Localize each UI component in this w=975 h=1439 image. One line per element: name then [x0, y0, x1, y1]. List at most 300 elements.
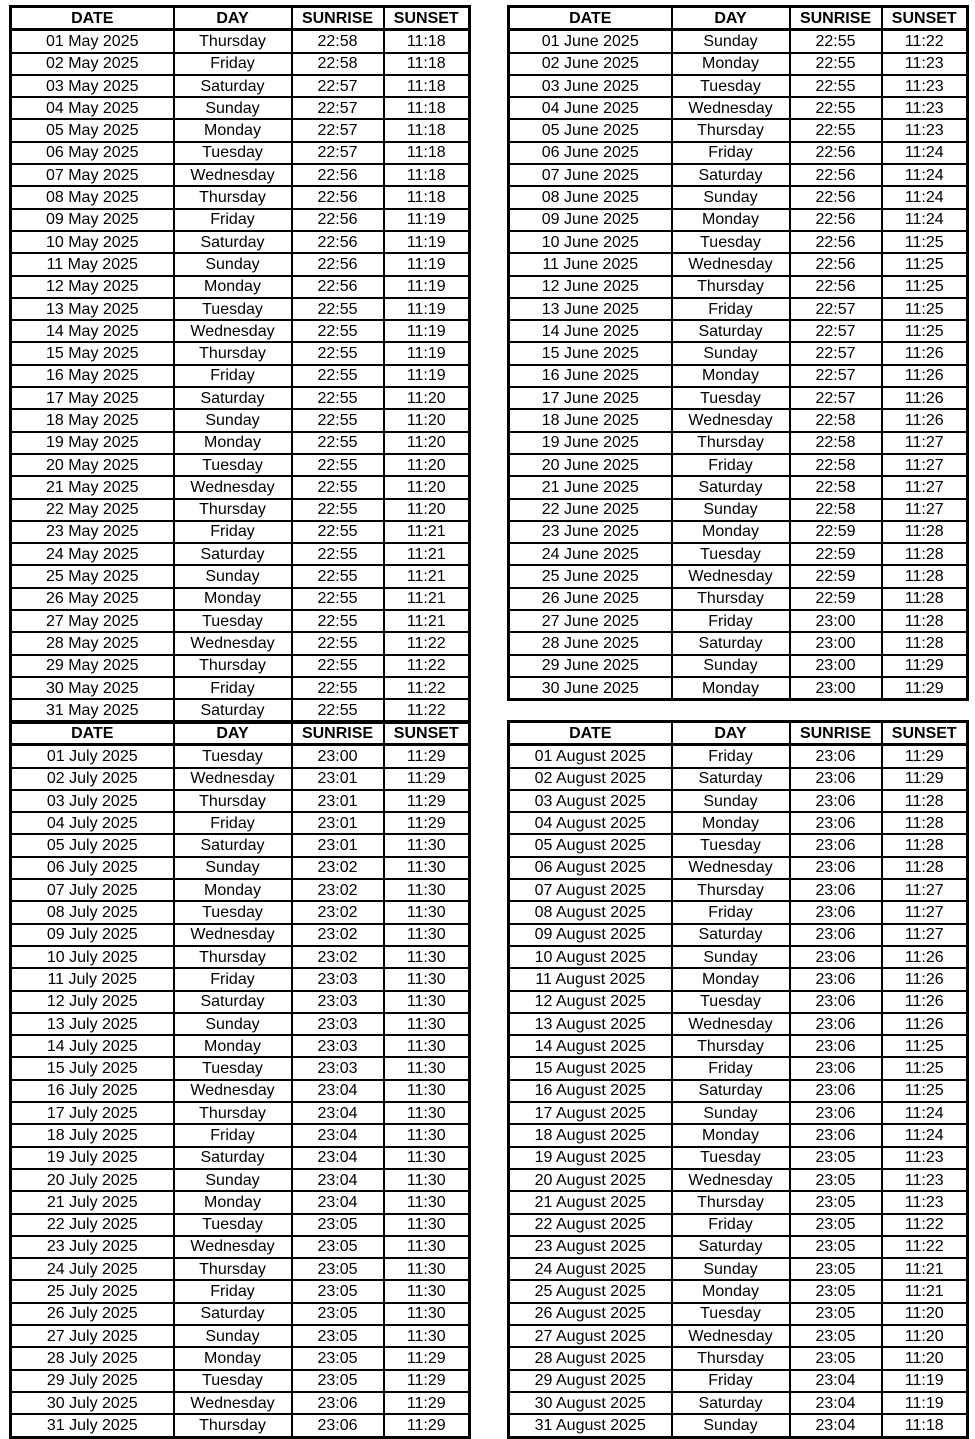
table-row	[11, 253, 470, 275]
date-cell: 12 May 2025	[11, 276, 174, 298]
day-cell: Wednesday	[174, 1392, 292, 1414]
sunrise-cell: 23:05	[292, 1325, 384, 1347]
day-cell: Wednesday	[174, 320, 292, 342]
table-row	[11, 454, 470, 476]
sunrise-cell: 22:56	[790, 231, 882, 253]
date-cell: 15 August 2025	[509, 1057, 672, 1079]
sunset-cell: 11:25	[882, 253, 968, 275]
day-cell: Thursday	[174, 30, 292, 53]
header-date: DATE	[509, 722, 672, 745]
sunrise-cell: 22:56	[790, 253, 882, 275]
table-row	[509, 768, 968, 790]
sunset-cell: 11:25	[882, 1035, 968, 1057]
sunrise-cell: 23:05	[790, 1280, 882, 1302]
sunrise-cell: 23:02	[292, 946, 384, 968]
table-row	[509, 901, 968, 923]
date-cell: 15 May 2025	[11, 342, 174, 364]
day-cell: Thursday	[672, 1191, 790, 1213]
sunset-cell: 11:29	[882, 655, 968, 677]
date-cell: 25 June 2025	[509, 565, 672, 587]
sunrise-cell: 22:57	[292, 97, 384, 119]
table-row	[509, 1124, 968, 1146]
table-row	[509, 142, 968, 164]
table-row	[509, 677, 968, 700]
sunset-cell: 11:30	[384, 1169, 470, 1191]
day-cell: Monday	[672, 1280, 790, 1302]
day-cell: Friday	[174, 1124, 292, 1146]
date-cell: 28 August 2025	[509, 1347, 672, 1369]
table-row	[11, 1414, 470, 1437]
day-cell: Monday	[174, 1035, 292, 1057]
header-sunrise: SUNRISE	[790, 722, 882, 745]
sunset-cell: 11:25	[882, 1057, 968, 1079]
date-cell: 10 July 2025	[11, 946, 174, 968]
sunset-cell: 11:30	[384, 1236, 470, 1258]
table-row	[11, 1102, 470, 1124]
day-cell: Monday	[672, 365, 790, 387]
table-body	[509, 30, 968, 700]
day-cell: Friday	[672, 1370, 790, 1392]
sunrise-cell: 23:04	[790, 1414, 882, 1437]
day-cell: Saturday	[174, 75, 292, 97]
sunrise-cell: 23:01	[292, 834, 384, 856]
sunrise-cell: 23:00	[790, 632, 882, 654]
day-cell: Friday	[174, 209, 292, 231]
date-cell: 27 August 2025	[509, 1325, 672, 1347]
sunrise-cell: 23:05	[292, 1303, 384, 1325]
day-cell: Saturday	[174, 834, 292, 856]
table-row	[509, 1347, 968, 1369]
sunset-cell: 11:26	[882, 409, 968, 431]
day-cell: Saturday	[672, 1080, 790, 1102]
sunset-cell: 11:28	[882, 857, 968, 879]
sunrise-cell: 22:55	[292, 476, 384, 498]
sunset-cell: 11:28	[882, 588, 968, 610]
table-row	[509, 298, 968, 320]
sunset-cell: 11:24	[882, 1102, 968, 1124]
sunset-cell: 11:28	[882, 565, 968, 587]
sunset-cell: 11:22	[882, 1214, 968, 1236]
day-cell: Friday	[672, 745, 790, 768]
table-row	[11, 610, 470, 632]
table-row	[11, 1057, 470, 1079]
day-cell: Saturday	[672, 768, 790, 790]
date-cell: 06 May 2025	[11, 142, 174, 164]
day-cell: Sunday	[672, 1258, 790, 1280]
date-cell: 16 June 2025	[509, 365, 672, 387]
sunset-cell: 11:24	[882, 164, 968, 186]
day-cell: Wednesday	[174, 1080, 292, 1102]
date-cell: 10 August 2025	[509, 946, 672, 968]
sunrise-cell: 23:05	[790, 1169, 882, 1191]
sunrise-cell: 22:56	[292, 276, 384, 298]
table-row	[11, 655, 470, 677]
header-day: DAY	[672, 7, 790, 30]
date-cell: 02 July 2025	[11, 768, 174, 790]
sunrise-cell: 23:05	[790, 1325, 882, 1347]
sunset-cell: 11:27	[882, 499, 968, 521]
date-cell: 02 May 2025	[11, 53, 174, 75]
sunset-cell: 11:20	[882, 1303, 968, 1325]
date-cell: 08 May 2025	[11, 186, 174, 208]
sunset-cell: 11:20	[384, 409, 470, 431]
table-row	[509, 991, 968, 1013]
table-row	[11, 1080, 470, 1102]
table-row	[11, 75, 470, 97]
table-row	[509, 879, 968, 901]
date-cell: 01 May 2025	[11, 30, 174, 53]
sunset-cell: 11:24	[882, 186, 968, 208]
date-cell: 16 August 2025	[509, 1080, 672, 1102]
date-cell: 14 May 2025	[11, 320, 174, 342]
header-date: DATE	[11, 7, 174, 30]
date-cell: 30 August 2025	[509, 1392, 672, 1414]
sunrise-cell: 23:05	[790, 1214, 882, 1236]
table-body	[11, 745, 470, 1437]
day-cell: Sunday	[174, 857, 292, 879]
date-cell: 12 July 2025	[11, 991, 174, 1013]
sunrise-cell: 22:55	[292, 365, 384, 387]
sunrise-cell: 22:56	[292, 164, 384, 186]
table-row	[509, 365, 968, 387]
sunset-cell: 11:21	[384, 521, 470, 543]
sunset-cell: 11:26	[882, 365, 968, 387]
sunrise-cell: 22:55	[292, 521, 384, 543]
sunrise-cell: 22:55	[292, 432, 384, 454]
sunrise-cell: 23:04	[292, 1124, 384, 1146]
day-cell: Sunday	[174, 253, 292, 275]
sunset-cell: 11:28	[882, 543, 968, 565]
date-cell: 12 August 2025	[509, 991, 672, 1013]
day-cell: Wednesday	[672, 253, 790, 275]
sunrise-cell: 22:56	[292, 186, 384, 208]
date-cell: 13 May 2025	[11, 298, 174, 320]
sunset-cell: 11:29	[882, 677, 968, 700]
sunrise-cell: 23:00	[292, 745, 384, 768]
table-row	[509, 521, 968, 543]
sunrise-cell: 22:57	[292, 119, 384, 141]
table-row	[509, 857, 968, 879]
sunset-cell: 11:28	[882, 521, 968, 543]
day-cell: Tuesday	[174, 901, 292, 923]
day-cell: Wednesday	[174, 632, 292, 654]
table-row	[509, 968, 968, 990]
day-cell: Thursday	[174, 186, 292, 208]
header-row	[509, 722, 968, 745]
table-row	[11, 521, 470, 543]
day-cell: Sunday	[672, 790, 790, 812]
sunset-cell: 11:22	[882, 1236, 968, 1258]
day-cell: Tuesday	[174, 1214, 292, 1236]
sunset-cell: 11:30	[384, 901, 470, 923]
sunrise-cell: 23:02	[292, 879, 384, 901]
day-cell: Thursday	[672, 119, 790, 141]
day-cell: Monday	[672, 53, 790, 75]
table-row	[509, 1236, 968, 1258]
table-row	[509, 1303, 968, 1325]
sunset-cell: 11:18	[882, 1414, 968, 1437]
table-row	[11, 365, 470, 387]
date-cell: 24 May 2025	[11, 543, 174, 565]
sunset-cell: 11:30	[384, 1035, 470, 1057]
sunset-cell: 11:29	[384, 790, 470, 812]
sunrise-cell: 22:58	[790, 432, 882, 454]
header-row	[11, 722, 470, 745]
sunrise-cell: 22:55	[292, 565, 384, 587]
date-cell: 08 July 2025	[11, 901, 174, 923]
day-cell: Sunday	[672, 946, 790, 968]
table-row	[11, 1035, 470, 1057]
date-cell: 21 July 2025	[11, 1191, 174, 1213]
sunset-cell: 11:30	[384, 924, 470, 946]
table-row	[509, 543, 968, 565]
table-row	[11, 1236, 470, 1258]
sunrise-cell: 23:06	[790, 745, 882, 768]
table-row	[11, 812, 470, 834]
table-row	[509, 1102, 968, 1124]
date-cell: 05 July 2025	[11, 834, 174, 856]
sunset-cell: 11:18	[384, 30, 470, 53]
table-row	[11, 476, 470, 498]
sunset-cell: 11:29	[882, 745, 968, 768]
sunset-cell: 11:30	[384, 857, 470, 879]
sunrise-cell: 22:57	[790, 298, 882, 320]
date-cell: 24 June 2025	[509, 543, 672, 565]
day-cell: Friday	[174, 677, 292, 699]
date-cell: 27 June 2025	[509, 610, 672, 632]
day-cell: Tuesday	[672, 543, 790, 565]
day-cell: Sunday	[672, 342, 790, 364]
day-cell: Sunday	[672, 499, 790, 521]
sunrise-cell: 22:57	[790, 365, 882, 387]
sunrise-cell: 22:59	[790, 565, 882, 587]
table-row	[11, 97, 470, 119]
table-row	[11, 565, 470, 587]
table-row	[509, 499, 968, 521]
header-row	[509, 7, 968, 30]
day-cell: Friday	[672, 142, 790, 164]
table-row	[11, 387, 470, 409]
day-cell: Friday	[672, 454, 790, 476]
table-row	[509, 946, 968, 968]
sunset-cell: 11:19	[882, 1392, 968, 1414]
date-cell: 03 August 2025	[509, 790, 672, 812]
table-row	[11, 699, 470, 722]
sunrise-cell: 23:02	[292, 924, 384, 946]
table-row	[11, 991, 470, 1013]
sunset-cell: 11:26	[882, 968, 968, 990]
table-row	[11, 142, 470, 164]
sunrise-cell: 23:06	[790, 834, 882, 856]
sunrise-cell: 22:55	[292, 499, 384, 521]
day-cell: Sunday	[174, 1325, 292, 1347]
day-cell: Sunday	[174, 1169, 292, 1191]
sunset-cell: 11:19	[384, 276, 470, 298]
day-cell: Monday	[174, 119, 292, 141]
sunrise-cell: 22:58	[292, 53, 384, 75]
day-cell: Tuesday	[672, 834, 790, 856]
sunrise-cell: 22:55	[292, 610, 384, 632]
date-cell: 31 May 2025	[11, 699, 174, 722]
sunset-cell: 11:25	[882, 298, 968, 320]
sunrise-cell: 22:56	[292, 209, 384, 231]
table-row	[509, 276, 968, 298]
sunset-cell: 11:22	[882, 30, 968, 53]
table-row	[509, 164, 968, 186]
sunrise-cell: 22:55	[790, 75, 882, 97]
date-cell: 01 August 2025	[509, 745, 672, 768]
sunset-cell: 11:30	[384, 879, 470, 901]
date-cell: 17 May 2025	[11, 387, 174, 409]
date-cell: 29 July 2025	[11, 1370, 174, 1392]
date-cell: 14 July 2025	[11, 1035, 174, 1057]
table-row	[11, 1124, 470, 1146]
date-cell: 23 August 2025	[509, 1236, 672, 1258]
table-row	[509, 253, 968, 275]
day-cell: Monday	[174, 276, 292, 298]
sunrise-cell: 22:56	[790, 164, 882, 186]
sunset-cell: 11:30	[384, 1057, 470, 1079]
date-cell: 25 July 2025	[11, 1280, 174, 1302]
sunrise-cell: 23:06	[292, 1414, 384, 1437]
sunset-cell: 11:29	[384, 768, 470, 790]
sunset-cell: 11:20	[384, 476, 470, 498]
table-row	[509, 53, 968, 75]
day-cell: Tuesday	[174, 1057, 292, 1079]
day-cell: Tuesday	[174, 454, 292, 476]
sunset-cell: 11:29	[384, 1414, 470, 1437]
sunrise-cell: 23:03	[292, 1013, 384, 1035]
sunset-cell: 11:28	[882, 632, 968, 654]
date-cell: 23 June 2025	[509, 521, 672, 543]
day-cell: Tuesday	[672, 991, 790, 1013]
day-cell: Saturday	[174, 387, 292, 409]
sunset-cell: 11:18	[384, 53, 470, 75]
sunrise-cell: 23:05	[292, 1258, 384, 1280]
sunset-cell: 11:23	[882, 97, 968, 119]
day-cell: Sunday	[174, 97, 292, 119]
table-row	[509, 790, 968, 812]
day-cell: Thursday	[672, 1035, 790, 1057]
sunset-cell: 11:29	[882, 768, 968, 790]
sunset-cell: 11:26	[882, 342, 968, 364]
day-cell: Thursday	[174, 790, 292, 812]
day-cell: Tuesday	[174, 745, 292, 768]
day-cell: Thursday	[672, 1347, 790, 1369]
day-cell: Thursday	[672, 432, 790, 454]
date-cell: 26 August 2025	[509, 1303, 672, 1325]
table-row	[11, 968, 470, 990]
sunrise-cell: 23:02	[292, 901, 384, 923]
sunset-cell: 11:21	[384, 610, 470, 632]
date-cell: 19 May 2025	[11, 432, 174, 454]
sunset-cell: 11:21	[384, 565, 470, 587]
day-cell: Wednesday	[672, 409, 790, 431]
day-cell: Thursday	[174, 946, 292, 968]
date-cell: 09 May 2025	[11, 209, 174, 231]
sunrise-cell: 23:06	[790, 790, 882, 812]
date-cell: 18 May 2025	[11, 409, 174, 431]
sunrise-cell: 23:00	[790, 655, 882, 677]
june-sun-table	[507, 5, 969, 701]
date-cell: 25 May 2025	[11, 565, 174, 587]
date-cell: 17 July 2025	[11, 1102, 174, 1124]
table-row	[509, 1013, 968, 1035]
date-cell: 24 July 2025	[11, 1258, 174, 1280]
day-cell: Monday	[672, 1124, 790, 1146]
day-cell: Wednesday	[672, 97, 790, 119]
day-cell: Friday	[672, 610, 790, 632]
date-cell: 28 May 2025	[11, 632, 174, 654]
date-cell: 23 May 2025	[11, 521, 174, 543]
date-cell: 21 May 2025	[11, 476, 174, 498]
sunset-cell: 11:27	[882, 924, 968, 946]
date-cell: 08 August 2025	[509, 901, 672, 923]
date-cell: 04 July 2025	[11, 812, 174, 834]
table-row	[11, 53, 470, 75]
sunset-cell: 11:19	[384, 253, 470, 275]
day-cell: Sunday	[174, 1013, 292, 1035]
july-sun-table	[9, 720, 471, 1439]
sunset-cell: 11:30	[384, 1124, 470, 1146]
sunrise-cell: 22:55	[790, 119, 882, 141]
day-cell: Sunday	[672, 1414, 790, 1437]
sunrise-cell: 22:55	[292, 632, 384, 654]
table-row	[509, 432, 968, 454]
date-cell: 20 May 2025	[11, 454, 174, 476]
date-cell: 05 May 2025	[11, 119, 174, 141]
day-cell: Tuesday	[672, 387, 790, 409]
date-cell: 11 June 2025	[509, 253, 672, 275]
sunset-cell: 11:19	[384, 365, 470, 387]
table-row	[11, 186, 470, 208]
sunset-cell: 11:20	[384, 387, 470, 409]
table-row	[509, 588, 968, 610]
date-cell: 13 July 2025	[11, 1013, 174, 1035]
table-row	[509, 1191, 968, 1213]
day-cell: Monday	[672, 968, 790, 990]
day-cell: Friday	[672, 1214, 790, 1236]
table-row	[11, 164, 470, 186]
header-day: DAY	[174, 7, 292, 30]
day-cell: Monday	[174, 1347, 292, 1369]
table-row	[11, 1013, 470, 1035]
date-cell: 26 June 2025	[509, 588, 672, 610]
day-cell: Friday	[672, 1057, 790, 1079]
table-row	[11, 1325, 470, 1347]
sunrise-cell: 23:03	[292, 991, 384, 1013]
sunset-cell: 11:30	[384, 1080, 470, 1102]
table-body	[509, 745, 968, 1437]
table-row	[11, 119, 470, 141]
sunset-cell: 11:20	[882, 1347, 968, 1369]
table-row	[509, 1080, 968, 1102]
table-row	[11, 946, 470, 968]
sunrise-cell: 23:05	[790, 1347, 882, 1369]
sunrise-cell: 23:06	[790, 1035, 882, 1057]
sunset-cell: 11:23	[882, 1191, 968, 1213]
date-cell: 29 May 2025	[11, 655, 174, 677]
date-cell: 13 August 2025	[509, 1013, 672, 1035]
sunset-cell: 11:30	[384, 968, 470, 990]
sunrise-cell: 22:56	[790, 186, 882, 208]
sunrise-cell: 22:58	[790, 409, 882, 431]
date-cell: 05 June 2025	[509, 119, 672, 141]
table-row	[509, 342, 968, 364]
table-row	[509, 320, 968, 342]
table-row	[509, 119, 968, 141]
header-sunset: SUNSET	[882, 7, 968, 30]
